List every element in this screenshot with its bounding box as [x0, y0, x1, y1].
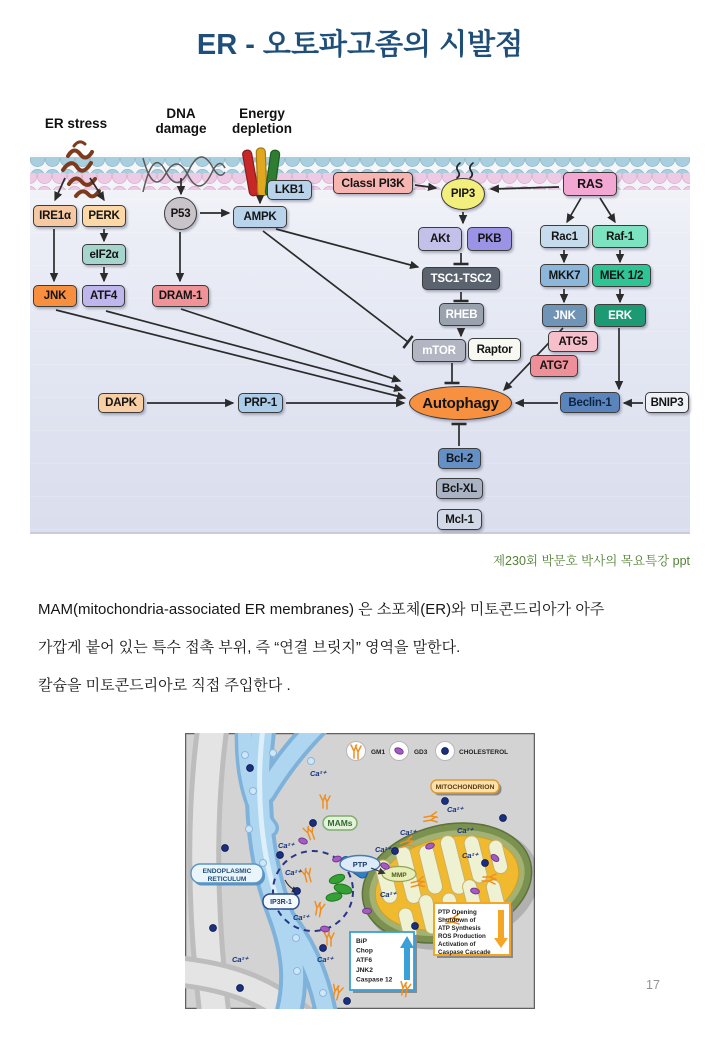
pathway-node-p53: P53	[164, 197, 197, 230]
legend-label-cholesterol: CHOLESTEROL	[459, 749, 509, 756]
pathway-node-beclin1: Beclin-1	[560, 392, 620, 413]
pathway-node-atg7: ATG7	[530, 355, 578, 377]
body-line-1: MAM(mitochondria-associated ER membranes) 은 소포체(ER)와 미토콘드리아가 아주	[38, 601, 605, 618]
pathway-node-rac1: Rac1	[540, 225, 589, 248]
pathway-node-pip3: PIP3	[441, 178, 485, 210]
pathway-node-jnk-right: JNK	[542, 304, 587, 327]
er-label-line2: RETICULUM	[207, 876, 247, 883]
mmp-label: MMP	[391, 872, 407, 879]
gd3-icon	[363, 908, 372, 914]
cholesterol-icon	[222, 845, 229, 852]
pathway-node-mkk7: MKK7	[540, 264, 589, 287]
down-box-line: Activation of	[438, 941, 476, 948]
up-box-line: Chop	[356, 947, 373, 955]
legend	[347, 742, 455, 761]
calcium-label: Ca²⁺	[380, 890, 397, 899]
cholesterol-icon	[237, 985, 244, 992]
er-label-line1: ENDOPLASMIC	[202, 868, 252, 875]
pathway-node-erk: ERK	[594, 304, 646, 327]
stimulus-label-energy-depletion: Energy depletion	[232, 106, 292, 136]
calcium-label: Ca²⁺	[457, 826, 474, 835]
pathway-node-eif2a: eIF2α	[82, 244, 126, 265]
calcium-label: Ca²⁺	[447, 805, 464, 814]
pathway-node-mek12: MEK 1/2	[592, 264, 651, 287]
cholesterol-icon	[277, 852, 284, 859]
cholesterol-icon	[442, 798, 449, 805]
pathway-node-jnk-left: JNK	[33, 285, 77, 307]
cholesterol-icon	[482, 860, 489, 867]
cholesterol-icon	[294, 888, 301, 895]
pathway-node-rheb: RHEB	[439, 303, 484, 326]
down-box-line: Caspase Cascade	[438, 949, 491, 956]
down-box-line: PTP Opening	[438, 909, 477, 916]
stimulus-label-dna-damage: DNA damage	[155, 106, 207, 136]
mams-label: MAMs	[327, 818, 353, 828]
mam-figure	[185, 733, 535, 1009]
pathway-node-mcl1: Mcl-1	[437, 509, 482, 530]
body-line-2: 가깝게 붙어 있는 특수 접촉 부위, 즉 “연결 브릿지” 영역을 말한다.	[38, 639, 461, 656]
pathway-node-raf1: Raf-1	[592, 225, 648, 248]
calcium-label: Ca²⁺	[317, 955, 334, 964]
cholesterol-icon	[310, 820, 317, 827]
calcium-label: Ca²⁺	[400, 828, 417, 837]
pathway-nodes	[30, 100, 690, 532]
pathway-node-tsc1-tsc2: TSC1-TSC2	[422, 267, 500, 290]
calcium-label: Ca²⁺	[310, 769, 327, 778]
up-box-line: ATF6	[356, 957, 372, 965]
calcium-label: Ca²⁺	[375, 845, 392, 854]
down-box-line: Shutdown of	[438, 917, 476, 924]
cholesterol-icon	[500, 815, 507, 822]
up-box-line: BiP	[356, 938, 367, 945]
legend-label-gm1: GM1	[371, 749, 386, 756]
up-box-line: JNK2	[356, 966, 373, 974]
page-title: ER - 오토파고좀의 시발점	[196, 29, 524, 61]
stimulus-label-er-stress: ER stress	[44, 116, 108, 131]
pathway-node-atf4: ATF4	[82, 285, 125, 307]
pathway-node-dapk: DAPK	[98, 393, 144, 413]
pathway-node-mtor: mTOR	[412, 339, 466, 362]
cholesterol-icon	[412, 923, 419, 930]
legend-label-gd3: GD3	[414, 749, 428, 756]
calcium-label: Ca²⁺	[293, 913, 310, 922]
pathway-node-bnip3: BNIP3	[645, 392, 689, 413]
pathway-node-autophagy: Autophagy	[409, 386, 512, 420]
pathway-node-bclxl: Bcl-XL	[436, 478, 483, 499]
pathway-node-dram1: DRAM-1	[152, 285, 209, 307]
pathway-node-akt: AKt	[418, 227, 462, 251]
cholesterol-icon	[442, 748, 449, 755]
cholesterol-icon	[344, 998, 351, 1005]
pathway-node-pkb: PKB	[467, 227, 512, 251]
pathway-node-lkb1: LKB1	[267, 180, 312, 200]
cholesterol-icon	[247, 765, 254, 772]
calcium-label: Ca²⁺	[285, 868, 302, 877]
calcium-label: Ca²⁺	[232, 955, 249, 964]
pathway-node-ras: RAS	[563, 172, 617, 196]
pathway-node-bcl2: Bcl-2	[438, 448, 481, 469]
pathway-node-ire1a: IRE1α	[33, 205, 77, 227]
down-box-line: ROS Production	[438, 933, 486, 940]
source-caption: 제230회 박문호 박사의 목요특강 ppt	[492, 554, 690, 568]
down-box-line: ATP Synthesis	[438, 925, 481, 932]
page-number: 17	[646, 978, 660, 992]
pathway-node-prp1: PRP-1	[238, 393, 283, 413]
calcium-label: Ca²⁺	[462, 851, 479, 860]
pathway-node-atg5: ATG5	[548, 331, 598, 352]
pathway-diagram	[30, 100, 690, 534]
pathway-node-ampk: AMPK	[233, 206, 287, 228]
pathway-node-raptor: Raptor	[468, 338, 521, 361]
cholesterol-icon	[210, 925, 217, 932]
mitochondrion-label: MITOCHONDRION	[435, 784, 495, 791]
cholesterol-icon	[392, 848, 399, 855]
up-box-line: Caspase 12	[356, 976, 393, 984]
body-line-3: 칼슘을 미토콘드리아로 직접 주입한다 .	[38, 677, 291, 694]
pathway-node-perk: PERK	[82, 205, 126, 227]
ip3r-label: IP3R-1	[270, 899, 292, 906]
cholesterol-icon	[320, 945, 327, 952]
ptp-label: PTP	[352, 860, 368, 869]
calcium-label: Ca²⁺	[278, 841, 295, 850]
pathway-node-class1-pi3k: ClassI PI3K	[333, 172, 413, 194]
